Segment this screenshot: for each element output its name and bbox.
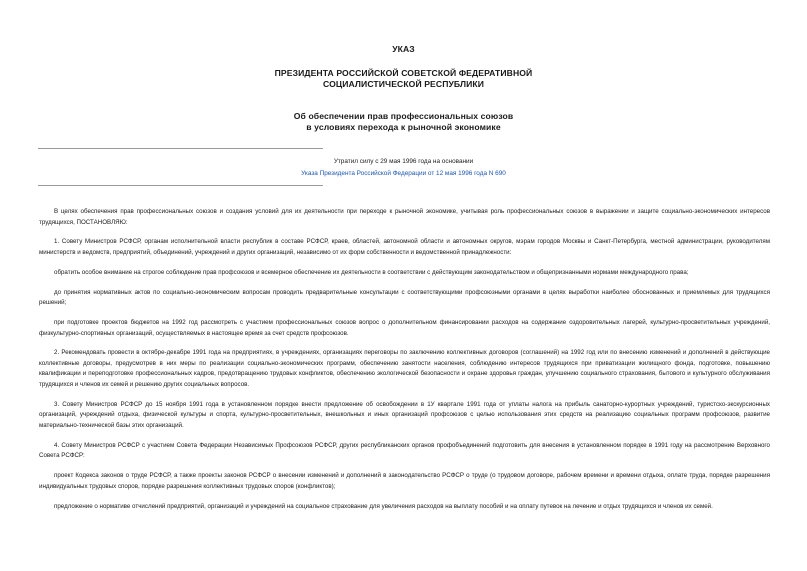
divider-top [38, 148, 323, 149]
paragraph-2: 2. Рекомендовать провести в октябре-декабре 1991 года на предприятиях, в учреждениях, организациях переговоры по заключению коллективных договоров (соглашений) на 1992 год или по внесению изменений и дополнений в действующие коллективные договоры, предусмотрев в них меры по реализации социально-экономических программ, обеспечению занятости населения, соблюдению интересов трудящихся при приватизации жилищного фонда, подготовке, повышению квалификации и переподготовке профессиональных кадров, предотвращению трудовых конфликтов, обеспечению экологической безопасности и охране здоровья граждан, улучшению социального страхования, бытового и культурного обслуживания трудящихся и членов их семей и решению других социальных вопросов. [39, 349, 770, 389]
decree-body [39, 207, 770, 521]
paragraph-4: 4. Совету Министров РСФСР с участием Совета Федерации Независимых Профсоюзов РСФСР, других республиканских органов профобъединений подготовить для внесения в установленном порядке в 1991 году на рассмотрение Верховного Совета РСФСР: [39, 441, 770, 460]
paragraph-4-a: проект Кодекса законов о труде РСФСР, а также проекты законов РСФСР о внесении изменений и дополнений в законодательство РСФСР о труде (о трудовом договоре, рабочем времени и времени отдыха, оплате труда, порядке разрешения индивидуальных трудовых споров, порядке разрешения коллективных трудовых споров (конфликтов); [39, 472, 770, 490]
paragraph-1: 1. Совету Министров РСФСР, органам исполнительной власти республик в составе РСФСР, краев, областей, автономной области и автономных округов, мэрам городов Москвы и Санкт-Петербурга, местной администрации, руководителям министерств и ведомств, предприятий, объединений, учреждений и других организаций, независимо от их форм собственности и ведомственной принадлежности: [39, 238, 770, 256]
status-link-wrapper [0, 168, 807, 180]
issuer-heading [0, 68, 807, 90]
issuer-line-2: СОЦИАЛИСТИЧЕСКОЙ РЕСПУБЛИКИ [322, 79, 485, 89]
paragraph-1-a: обратить особое внимание на строгое соблюдение прав профсоюзов и всемерное обеспечение их деятельности в соответствии с действующим законодательством и общепризнанными нормами международного права; [54, 268, 689, 276]
paragraph-3: 3. Совету Министров РСФСР до 15 ноября 1991 года в установленном порядке внести предложение об освобождении в 1У квартале 1991 года от уплаты налога на прибыль санаторно-курортных учреждений, туристско-экскурсионных организаций, учреждений отдыха, физической культуры и спорта, культурно-просветительных, внешкольных и иных организаций профсоюзов с целью использования этих средств на реализацию социальных программ профсоюзов, развитие материально-технической базы этих организаций. [39, 400, 770, 430]
paragraph-1-c: при подготовке проектов бюджетов на 1992 год рассмотреть с участием профессиональных союзов вопрос о дополнительном финансировании расходов на содержание оздоровительных лагерей, культурно-просветительных учреждений, физкультурно-спортивных организаций, осуществляемых в настоящее время за счет средств профсоюзов. [39, 318, 770, 337]
title-ukaz: УКАЗ [392, 44, 415, 54]
subject-line-2: в условиях перехода к рыночной экономике [306, 122, 501, 132]
paragraph-preamble: В целях обеспечения прав профессиональных союзов и создания условий для их деятельности при переходе к рыночной экономике, учитывая роль профессиональных союзов в выражении и защите социально-экономических интересов трудящихся, ПОСТАНОВЛЯЮ: [39, 208, 770, 226]
divider-bottom [38, 185, 323, 186]
document-type-title [0, 44, 807, 55]
paragraph-1-b: до принятия нормативных актов по социально-экономическим вопросам проводить предварительные консультации с соответствующими профсоюзными органами в целях выработки наиболее обоснованных и приемлемых для трудящихся решений; [39, 288, 770, 307]
subject-heading [0, 111, 807, 133]
subject-line-1: Об обеспечении прав профессиональных союзов [293, 111, 514, 121]
repeal-decree-link[interactable]: Указа Президента Российской Федерации от 12 мая 1996 года N 690 [301, 170, 506, 177]
paragraph-4-b: предложение о нормативе отчислений предприятий, организаций и учреждений на социальное страхование для увеличения расходов на выплату пособий и на оплату путевок на лечение и отдых трудящихся и членов их семей. [54, 502, 713, 510]
issuer-line-1: ПРЕЗИДЕНТА РОССИЙСКОЙ СОВЕТСКОЙ ФЕДЕРАТИВНОЙ [274, 68, 533, 78]
status-note: Утратил силу с 29 мая 1996 года на основании [333, 158, 474, 165]
